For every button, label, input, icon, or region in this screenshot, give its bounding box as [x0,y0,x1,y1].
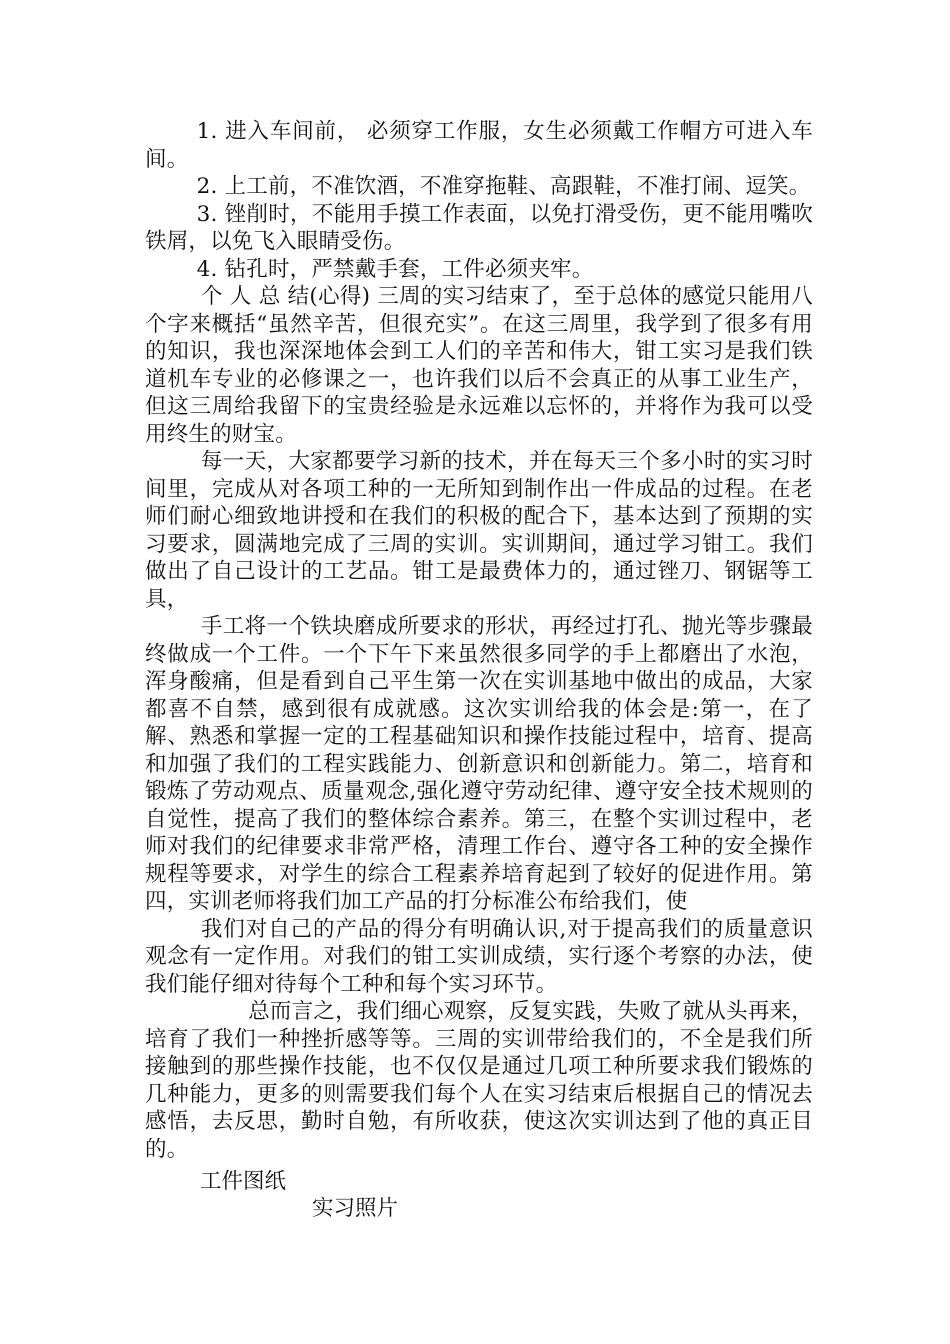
summary-paragraph-3: 手工将一个铁块磨成所要求的形状，再经过打孔、抛光等步骤最终做成一个工件。一个下午下来虽然很多同学的手上都磨出了水泡，浑身酸痛，但是看到自己平生第一次在实训基地中做出的成品，大家都喜不自禁，感到很有成就感。这次实训给我的体会是:第一，在了解、熟悉和掌握一定的工程基础知识和操作技能过程中，培育、提高和加强了我们的工程实践能力、创新意识和创新能力。第二，培育和锻炼了劳动观点、质量观念,强化遵守劳动纪律、遵守安全技术规则的自觉性，提高了我们的整体综合素养。第三，在整个实训过程中，老师对我们的纪律要求非常严格，清理工作台、遵守各工种的安全操作规程等要求，对学生的综合工程素养培育起到了较好的促进作用。第四，实训老师将我们加工产品的打分标准公布给我们，使 [145,614,813,914]
summary-paragraph-2: 每一天，大家都要学习新的技术，并在每天三个多小时的实习时间里，完成从对各项工种的一无所知到制作出一件成品的过程。在老师们耐心细致地讲授和在我们的积极的配合下，基本达到了预期的实习要求，圆满地完成了三周的实训。实训期间，通过学习钳工。我们做出了自己设计的工艺品。钳工是最费体力的，通过锉刀、钢锯等工具， [145,449,813,612]
summary-paragraph-1: 个 人 总 结(心得) 三周的实习结束了，至于总体的感觉只能用八个字来概括“虽然辛苦，但很充实”。在这三周里，我学到了很多有用的知识，我也深深地体会到工人们的辛苦和伟大，钳工实习是我们铁道机车专业的必修课之一，也许我们以后不会真正的从事工业生产，但这三周给我留下的宝贵经验是永远难以忘怀的，并将作为我可以受用终生的财宝。 [145,284,813,447]
safety-rule-2: 2. 上工前，不准饮酒，不准穿拖鞋、高跟鞋，不准打闹、逗笑。 [196,174,811,199]
safety-rule-3: 3. 锉削时，不能用手摸工作表面，以免打滑受伤，更不能用嘴吹铁屑，以免飞入眼睛受伤。 [145,201,813,254]
summary-paragraph-5: 总而言之，我们细心观察，反复实践，失败了就从头再来，培育了我们一种挫折感等等。三周的实训带给我们的，不全是我们所接触到的那些操作技能，也不仅仅是通过几项工种所要求我们锻炼的几种能力，更多的则需要我们每个人在实习结束后根据自己的情况去感悟，去反思，勤时自勉，有所收获，使这次实训达到了他的真正目的。 [145,999,813,1162]
summary-paragraph-4: 我们对自己的产品的得分有明确认识,对于提高我们的质量意识观念有一定作用。对我们的钳工实训成绩，实行逐个考察的办法，使我们能仔细对待每个工种和每个实习环节。 [145,916,813,997]
safety-rule-4: 4. 钻孔时，严禁戴手套，工件必须夹牢。 [196,256,594,282]
workpiece-drawing-label: 工件图纸 [200,1169,287,1194]
internship-photo-label: 实习照片 [312,1196,399,1221]
safety-rule-1: 1. 进入车间前， 必须穿工作服，女生必须戴工作帽方可进入车间。 [145,119,813,172]
document-body [145,118,813,1163]
